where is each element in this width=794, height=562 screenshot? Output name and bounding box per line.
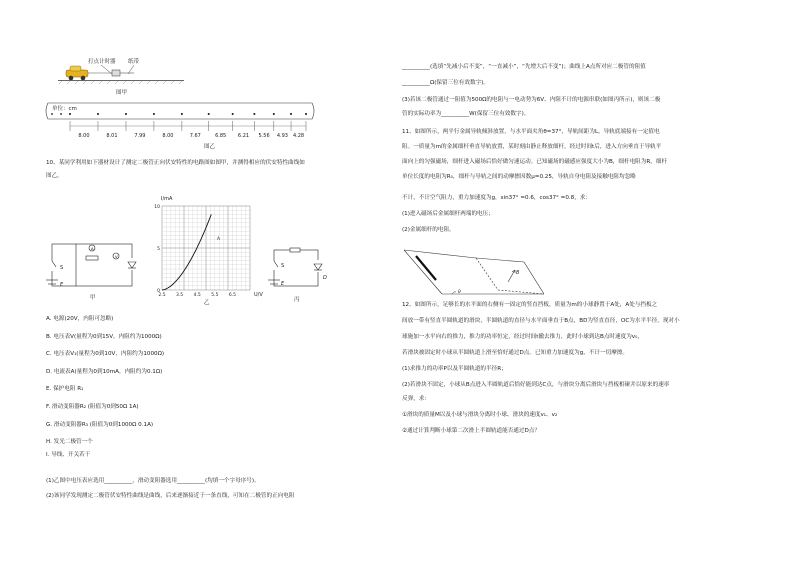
graph-y-label: I/mA [161, 196, 173, 202]
q10-r2: __________Ω(保留三位有效数字)。 [402, 80, 489, 86]
q10-stem-line1: 10、某同学利用如下器材设计了测定二极管正向伏安特性的电路图如图甲，并测得相应的伏安特性曲线如 [46, 160, 305, 166]
option-d: D. 电流表A(量程为0到10mA，内阻约为0.1Ω) [46, 368, 163, 375]
circuit-jia [46, 236, 146, 302]
tape-dot-7 [253, 113, 255, 115]
graph-caption: 乙 [204, 300, 210, 306]
metal-rod [416, 256, 436, 280]
tape-unit-label: 单位：cm [52, 106, 77, 112]
x-tick-4.5: 4.5 [193, 293, 201, 298]
tape-segment-label-5: 6.85 [215, 133, 227, 139]
graph-x-label: U/V [254, 292, 263, 298]
q12-sub3: 反弹，求： [402, 396, 430, 402]
iv-graph [150, 190, 270, 308]
bing-caption: 丙 [294, 297, 300, 303]
tape-dot-5 [208, 113, 210, 115]
y-tick-0: 0 [157, 289, 160, 294]
q12-line2: 间放一带有竖直半圆轨道的滑块，半圆轨道的直径与水平面垂直于B点，BD为竖直直径，OC为水平半径。现对小 [402, 318, 680, 324]
tape-segment-label-6: 6.21 [237, 133, 250, 139]
x-tick-5.5: 5.5 [211, 293, 219, 298]
q10-options [46, 314, 164, 463]
option-f: F. 滑动变阻器R₂ (阻值为0到50Ω 1A) [46, 403, 139, 410]
x-tick-2.5: 2.5 [158, 293, 166, 298]
q12-line4: 若滑块被固定时小球从半圆轨道上滑至恰好通过D点。已知重力加速度为g，不计一切摩擦。 [402, 350, 629, 356]
tape-segment-label-8: 4.93 [276, 133, 288, 139]
q11-line1: 11、如图所示，两平行金属导轨倾斜放置，与水平面夹角θ=37°，导轨间距为L，导轨底端接有一定值电 [402, 129, 660, 135]
tape-segment-label-0: 8.00 [78, 133, 90, 139]
q12-line3: 球施加一水平向右的推力，推力的功率恒定，经过时间t撤去推力，此时小球到达B点时速度为v₀， [402, 334, 643, 340]
tape-segment-label-2: 7.99 [134, 133, 146, 139]
tape-label: 纸带 [128, 59, 140, 65]
q10-r1: __________(选填“先减小后不变”，“一直减小”，“先增大后不变”)；曲线上A点所对应二极管的阻值 [402, 64, 646, 70]
timer-icon [112, 70, 120, 76]
tape-dot-4 [181, 113, 183, 115]
q11-line3: 面向上的匀强磁场，细杆进入磁场后恰好做匀速运动。已知磁场的磁感应强度大小为B，细杆电阻为R，细杆 [402, 159, 668, 165]
option-a: A. 电源(20V，内阻可忽略) [46, 316, 114, 322]
y-tick-5: 5 [157, 247, 160, 252]
tape-dot-lead-0 [51, 113, 53, 115]
figure-yi-caption: 图乙 [204, 144, 216, 150]
svg-text:V: V [115, 254, 118, 259]
q12-sub4: ①滑块的质量M以及小球与滑块分离时小球、滑块的速度v₁、v₂ [402, 412, 558, 418]
q12-sub5: ②通过计算判断小球第二次滑上半圆轨道能否通过D点？ [402, 428, 540, 434]
q11-sub1: (1)进入磁场后金属细杆两端的电压； [402, 211, 494, 217]
tape-segment-label-1: 8.01 [106, 133, 118, 139]
q11-line4: 单位长度的电阻为R₀，细杆与导轨之间的动摩擦因数μ=0.25，导轨自身电阻及接触电阻均忽略 [402, 174, 636, 180]
x-tick-6.5: 6.5 [228, 293, 236, 298]
q11-line2: 阻。一质量为m的金属细杆垂直导轨放置，某时刻由静止释放细杆，经过时间t后，进入方向垂直于导轨平 [402, 144, 662, 150]
option-e: E. 保护电阻 R₁ [46, 386, 84, 393]
graph-point-a: A [217, 237, 221, 242]
option-c: C. 电压表V₁(量程为0到10V，内阻约为1000Ω) [46, 351, 165, 358]
tape-dot-2 [125, 113, 127, 115]
tape-dot-1 [97, 113, 99, 115]
tape-dot-8 [273, 113, 275, 115]
field-b-label: B [516, 270, 520, 276]
option-h: H. 发光二极管一个 [46, 439, 93, 446]
q10-r4: 管的实际功率为__________W(保留三位有效数字)。 [402, 111, 530, 117]
jia-switch-label: S [60, 265, 64, 271]
x-tick-3.5: 3.5 [176, 293, 184, 298]
q10-stem-line2: 图乙。 [46, 173, 63, 179]
q10-r3: (3)若该二极管通过一阻值为500Ω的电阻与一电动势为6V、内阻不计的电源串联(如图丙所示)，则该二极 [402, 97, 661, 103]
tape-dot-10 [305, 113, 307, 115]
figure-jia-cart [56, 50, 196, 98]
tape-segment-label-4: 7.67 [189, 133, 201, 139]
tape-dot-3 [153, 113, 155, 115]
figure-yi-tape [44, 99, 324, 151]
circuit-bing [268, 244, 334, 304]
tape-dot-9 [290, 113, 292, 115]
q11-line5: 不计，不计空气阻力，重力加速度为g，sin37° =0.6，cos37° =0.8，求： [402, 195, 591, 201]
q12-line1: 12、如图所示，足够长的水平面的右侧有一固定的竖直挡板，质量为m的小球静置于A处，A处与挡板之 [402, 302, 658, 308]
figure-jia-caption: 图甲 [116, 90, 128, 96]
tape-dot-0 [69, 113, 71, 115]
y-tick-10: 10 [154, 205, 160, 210]
bing-source-label: E [281, 281, 285, 287]
tape-dot-6 [232, 113, 234, 115]
q12-sub2: (2)若滑块不固定，小球从B点进入半圆轨道后恰好能到达C点，与滑块分离后滑块与挡板相碰并以原来的速率 [402, 382, 670, 388]
tape-segment-label-3: 8.00 [162, 133, 174, 139]
option-i: I. 导线、开关若干 [46, 452, 91, 459]
tape-dot-lead-1 [60, 113, 62, 115]
tape-segment-label-9: 4.28 [292, 133, 305, 139]
bing-diode-label: D [323, 275, 327, 281]
q12-sub1: (1)求推力的功率P以及半圆轨道的半径R； [402, 366, 507, 372]
q10-sub2: (2)该同学发现测定二极管伏安特性曲线是曲线，后来逐渐接近于一条直线，可知在二极管的正向电阻 [46, 493, 295, 499]
q11-sub2: (2)金属细杆的电阻。 [402, 227, 455, 233]
jia-source-label: E [60, 282, 64, 288]
q11-figure [398, 236, 558, 300]
tape-segment-label-7: 5.56 [258, 133, 270, 139]
timer-label: 打点计时器 [88, 59, 116, 65]
angle-theta-label: θ [458, 290, 461, 295]
option-g: G. 滑动变阻器R₃ (阻值为0到1000Ω 0.1A) [46, 421, 154, 428]
q10-sub1: (1)乙图中电压表应选用__________，滑动变阻器选用__________(均填一个字母序号)。 [46, 478, 260, 484]
svg-text:A: A [91, 246, 94, 251]
jia-caption: 甲 [90, 295, 96, 301]
bing-switch-label: S [281, 263, 285, 269]
option-b: B. 电压表V(量程为0到15V，内阻约为1000Ω) [46, 333, 162, 340]
